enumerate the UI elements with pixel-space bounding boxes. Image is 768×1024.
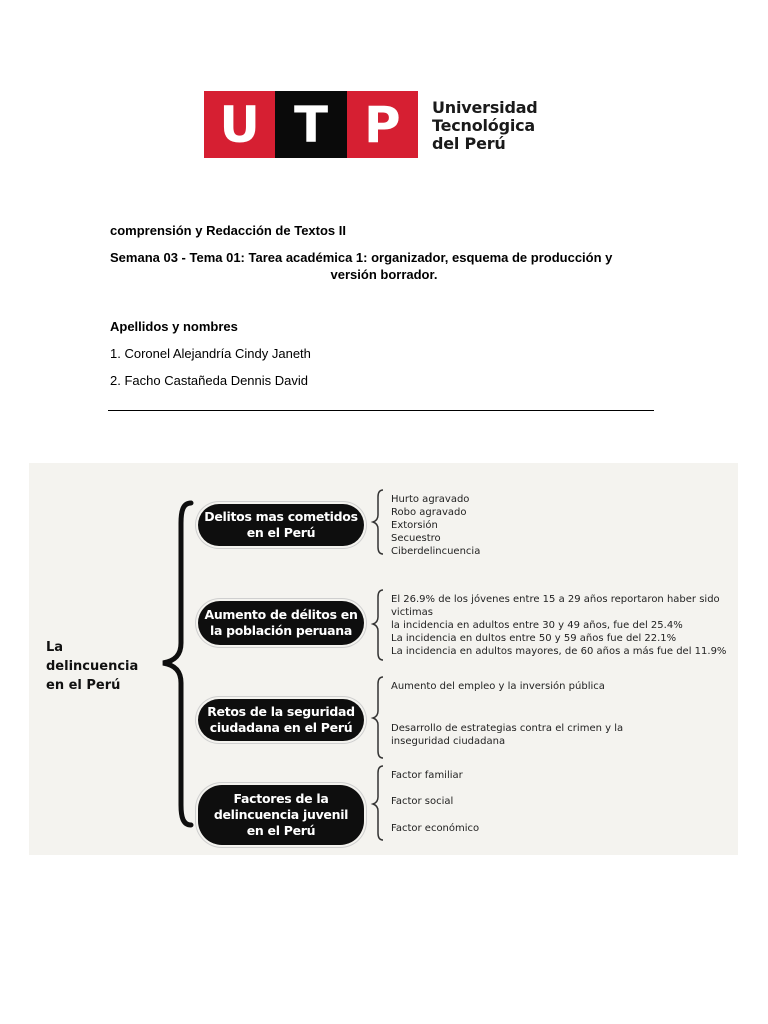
item-brace-4 — [373, 766, 383, 840]
branch-retos-seguridad — [198, 699, 364, 741]
branch-items-retos-group-2 — [391, 722, 623, 748]
branch-title-line: Factores de la — [233, 791, 329, 806]
logo-letter-t: T — [275, 91, 346, 158]
branch-title-line: Delitos mas cometidos — [204, 509, 358, 524]
branch-items-retos-group-1 — [391, 680, 605, 693]
university-name — [432, 99, 538, 153]
logo-letter-u: U — [204, 91, 275, 158]
branch-title-line: Retos de la seguridad — [207, 704, 355, 719]
course-title: comprensión y Redacción de Textos II — [110, 223, 346, 238]
university-name-line: Tecnológica — [432, 116, 536, 135]
item-brace-3 — [373, 677, 383, 758]
branch-title-line: la población peruana — [209, 623, 353, 638]
author-name: 2. Facho Castañeda Dennis David — [110, 373, 309, 388]
branch-title-line: Aumento de délitos en — [204, 607, 358, 622]
list-item: La incidencia en dultos entre 50 y 59 años fue del 22.1% — [391, 633, 677, 644]
list-item: El 26.9% de los jóvenes entre 15 a 29 años reportaron haber sido — [391, 594, 720, 605]
list-item: Aumento del empleo y la inversión pública — [391, 681, 605, 692]
list-item: Factor económico — [391, 823, 480, 834]
item-brace-2 — [373, 590, 383, 660]
university-name-line: del Perú — [432, 134, 506, 153]
list-item: Desarrollo de estrategias contra el crimen y la — [391, 723, 624, 734]
main-brace — [163, 503, 191, 825]
author-name: 1. Coronel Alejandría Cindy Janeth — [110, 346, 311, 361]
logo-letter-p: P — [347, 91, 418, 158]
branch-factores-delincuencia-juvenil — [198, 785, 364, 845]
root-topic-line: La — [46, 640, 64, 655]
list-item: Ciberdelincuencia — [391, 546, 481, 557]
branch-title-line: ciudadana en el Perú — [209, 720, 353, 735]
branch-aumento-de-delitos — [198, 601, 364, 645]
branch-title-line: en el Perú — [246, 525, 316, 540]
assignment-title-line-2: versión borrador. — [330, 267, 438, 282]
list-item: Factor social — [391, 796, 454, 807]
list-item: inseguridad ciudadana — [391, 736, 506, 747]
separator-line — [108, 410, 654, 411]
university-name-line: Universidad — [432, 98, 538, 117]
root-topic-line: delincuencia — [46, 659, 139, 674]
list-item: Hurto agravado — [391, 494, 470, 505]
list-item: Extorsión — [391, 520, 438, 531]
concept-organizer — [29, 463, 738, 855]
branch-delitos-mas-cometidos — [198, 504, 364, 546]
item-brace-1 — [373, 490, 383, 554]
list-item: La incidencia en adultos mayores, de 60 años a más fue del 11.9% — [391, 646, 727, 657]
list-item: Secuestro — [391, 533, 441, 544]
branch-items-delitos — [391, 493, 480, 558]
list-item: Robo agravado — [391, 507, 467, 518]
list-item: Factor familiar — [391, 770, 463, 781]
authors-label: Apellidos y nombres — [110, 319, 238, 334]
branch-title-line: en el Perú — [246, 823, 316, 838]
list-item: victimas — [391, 607, 433, 618]
list-item: la incidencia en adultos entre 30 y 49 años, fue del 25.4% — [391, 620, 683, 631]
branch-items-aumento — [391, 593, 726, 658]
utp-logo — [204, 91, 418, 158]
branch-title-line: delincuencia juvenil — [213, 807, 349, 822]
organizer-root-topic — [46, 638, 138, 695]
assignment-title-line-1: Semana 03 - Tema 01: Tarea académica 1: organizador, esquema de producción y — [110, 250, 613, 265]
root-topic-line: en el Perú — [46, 678, 121, 693]
